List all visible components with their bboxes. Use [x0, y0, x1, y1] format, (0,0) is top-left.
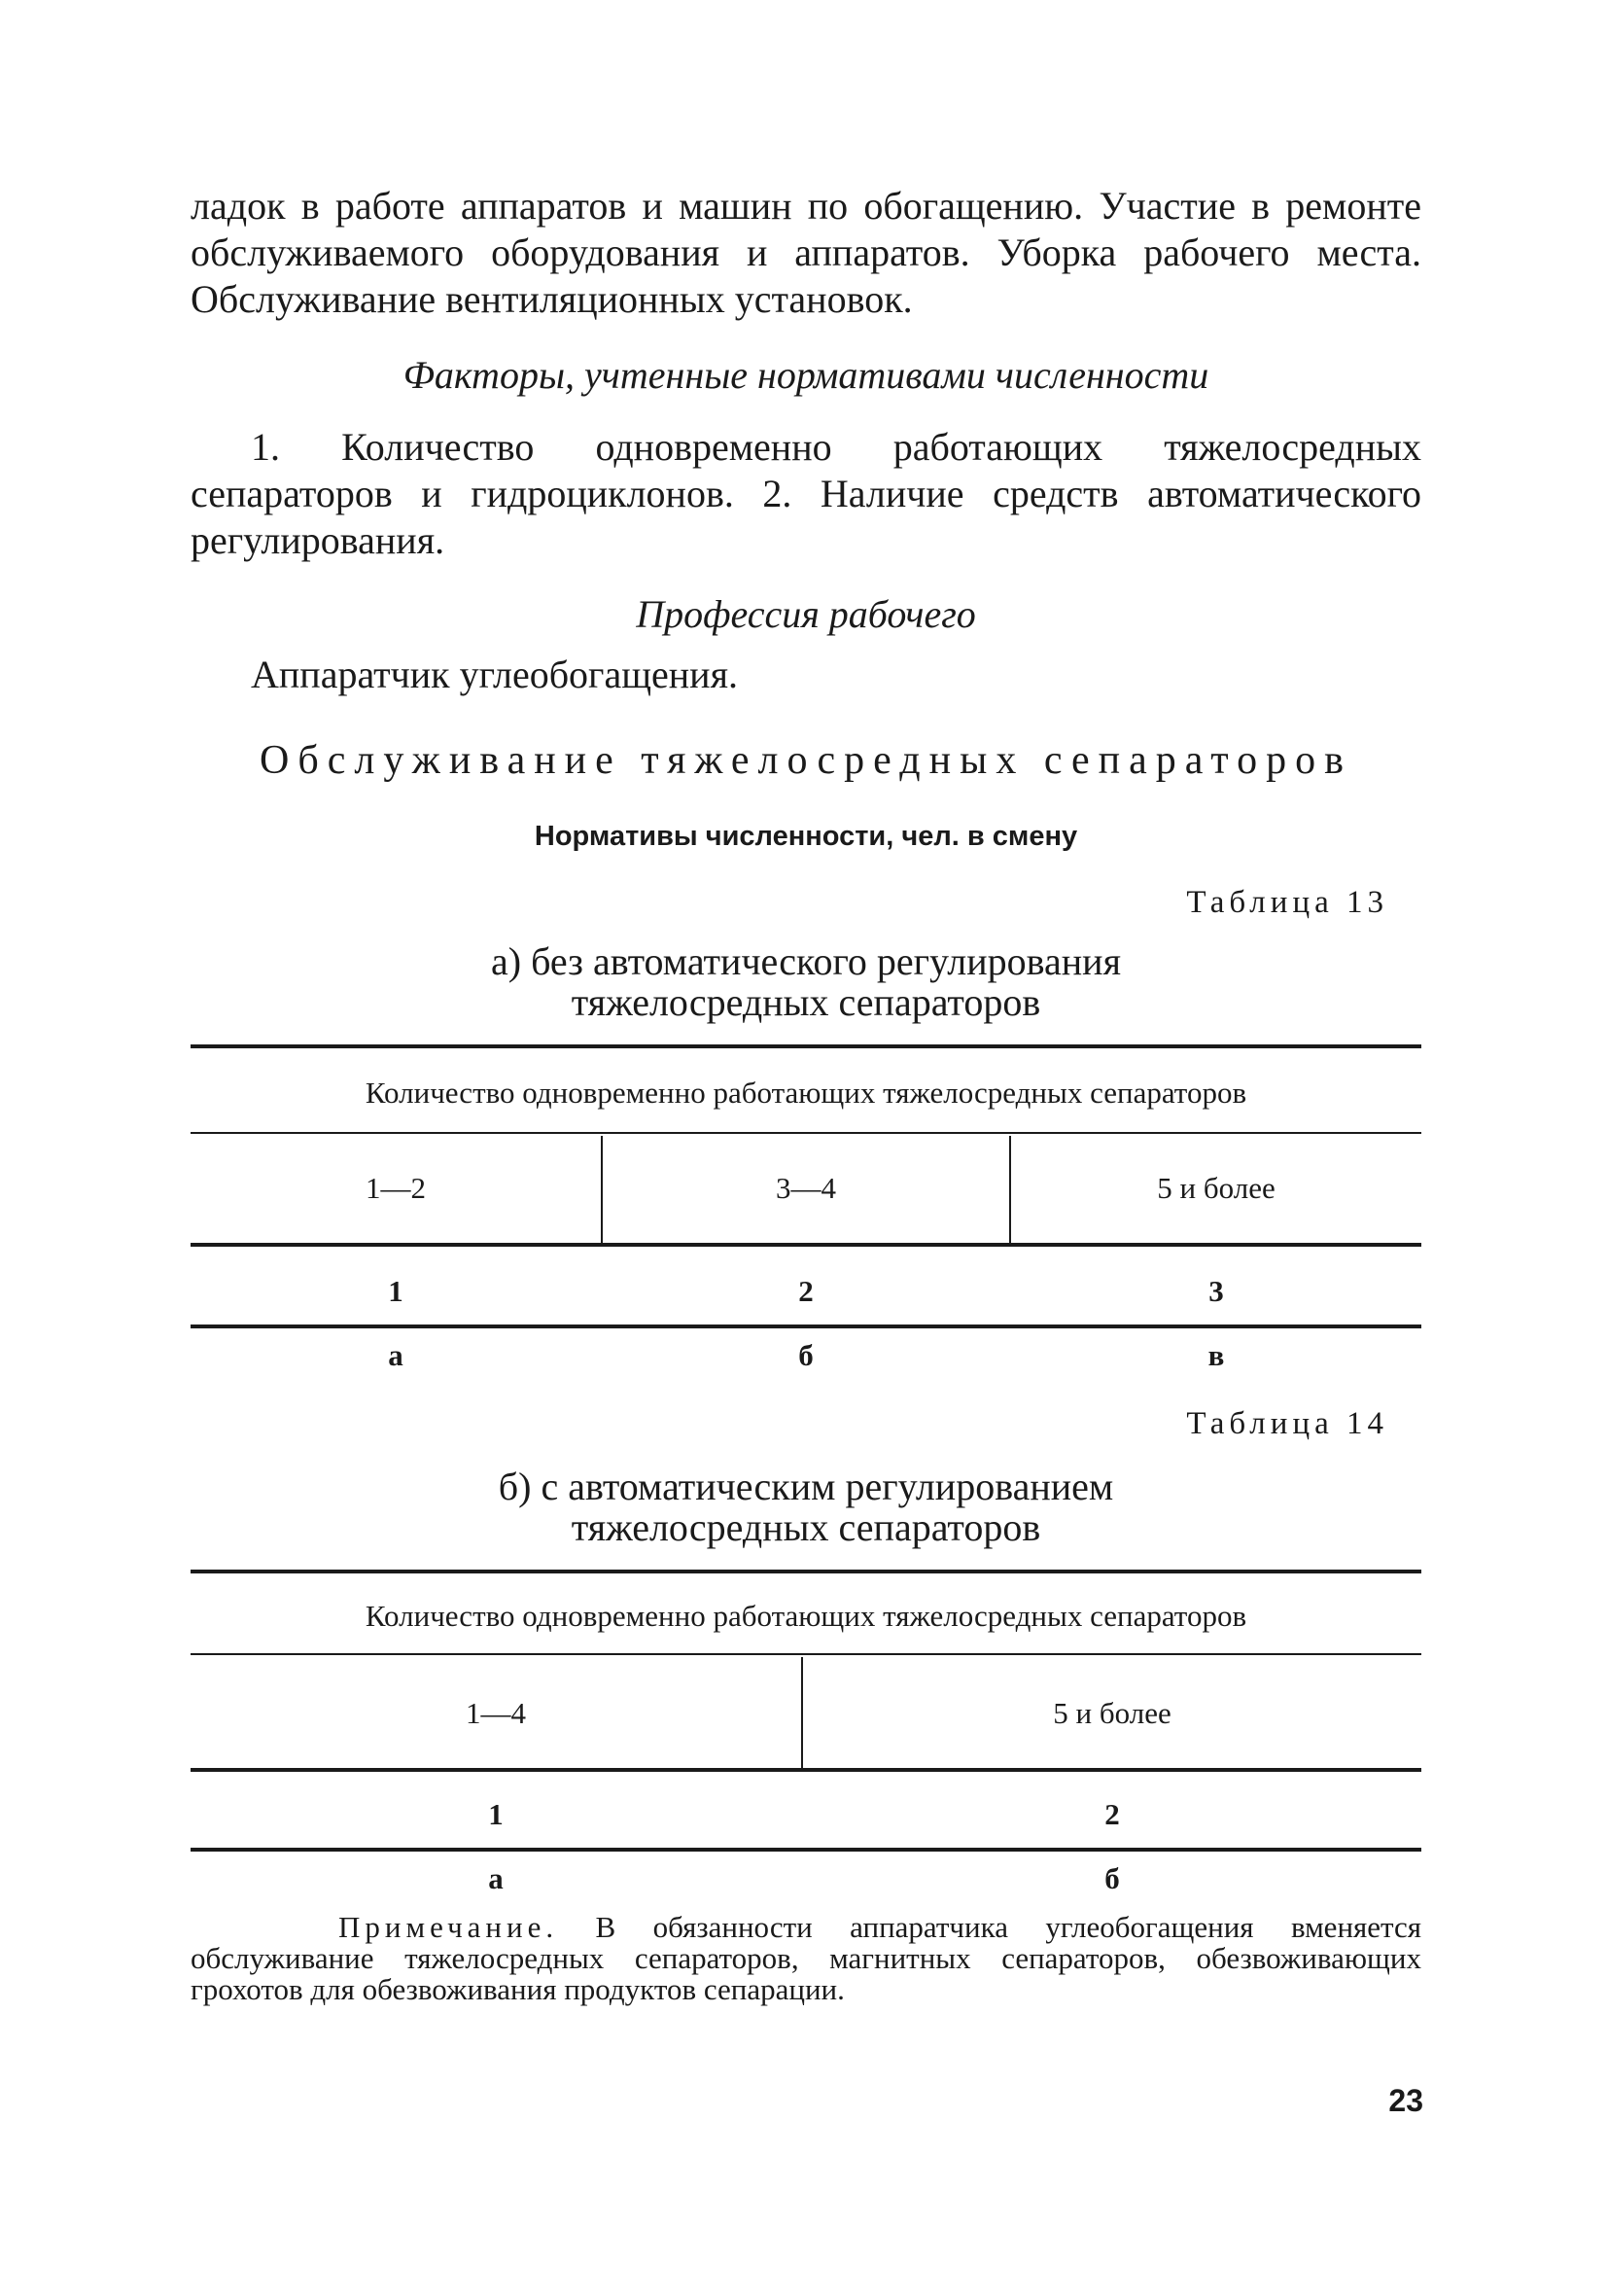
table13-col-1: 1—2 [366, 1171, 426, 1205]
table13-code-1: а [388, 1338, 403, 1372]
table13-values-rule [191, 1243, 1421, 1247]
table14-code-1: а [488, 1861, 504, 1895]
table14-title-line1: б) с автоматическим регулированием [498, 1465, 1114, 1508]
table14-header: Количество одновременно работающих тяжелосредных сепараторов [365, 1599, 1247, 1633]
note-paragraph [191, 1912, 1421, 2005]
factors-heading: Факторы, учтенные нормативами численности [402, 353, 1209, 397]
table14-value-1: 1 [488, 1797, 504, 1831]
table13-value-2: 2 [798, 1274, 814, 1308]
note-text: В обязанности аппаратчика углеобогащения вменяется обслуживание тяжелосредных сепараторов, магнитных сепараторов, обезвоживающих грохотов для обезвоживания продуктов сепарации. [191, 1910, 1421, 2006]
page-number: 23 [1388, 2083, 1423, 2118]
table14-top-rule [191, 1570, 1421, 1573]
table13-top-rule [191, 1044, 1421, 1048]
table13-value-1: 1 [388, 1274, 403, 1308]
table13-header: Количество одновременно работающих тяжелосредных сепараторов [365, 1076, 1247, 1110]
table14-title-line2: тяжелосредных сепараторов [571, 1505, 1041, 1549]
table13-col-2: 3—4 [776, 1171, 836, 1205]
profession-heading: Профессия рабочего [636, 592, 976, 636]
note-label: Примечание. [338, 1910, 559, 1944]
table13-header-rule [191, 1132, 1421, 1134]
table13-code-2: б [798, 1338, 814, 1372]
factors-paragraph: 1. Количество одновременно работающих тяжелосредных сепараторов и гидроциклонов. 2. Наличие средств автоматического регулирования. [191, 425, 1421, 562]
table13-title-line1: а) без автоматического регулирования [491, 939, 1121, 983]
table13-title [191, 941, 1421, 1023]
norms-title: Нормативы численности, чел. в смену [534, 821, 1078, 852]
table14-header-rule [191, 1653, 1421, 1655]
table14-values-rule [191, 1768, 1421, 1772]
table14-code-2: б [1104, 1861, 1120, 1895]
table13-code-3: в [1207, 1338, 1225, 1372]
profession-paragraph: Аппаратчик углеобогащения. [251, 653, 738, 696]
table14-title [191, 1466, 1421, 1548]
table13-bottom-rule [191, 1325, 1421, 1328]
table13-number: Таблица 13 [1186, 885, 1388, 920]
table14-col-2: 5 и более [1053, 1696, 1171, 1730]
table14-value-2: 2 [1104, 1797, 1120, 1831]
section-title: Обслуживание тяжелосредных сепараторов [260, 738, 1352, 783]
table14-bottom-rule [191, 1848, 1421, 1852]
intro-paragraph: ладок в работе аппаратов и машин по обогащению. Участие в ремонте обслуживаемого оборудования и аппаратов. Уборка рабочего места. Обслуживание вентиляционных установок. [191, 184, 1421, 321]
table13-col-3: 5 и более [1157, 1171, 1276, 1205]
table13-title-line2: тяжелосредных сепараторов [571, 980, 1041, 1024]
table14-number: Таблица 14 [1186, 1406, 1388, 1441]
table14-col-1: 1—4 [466, 1696, 526, 1730]
table13-value-3: 3 [1208, 1274, 1224, 1308]
